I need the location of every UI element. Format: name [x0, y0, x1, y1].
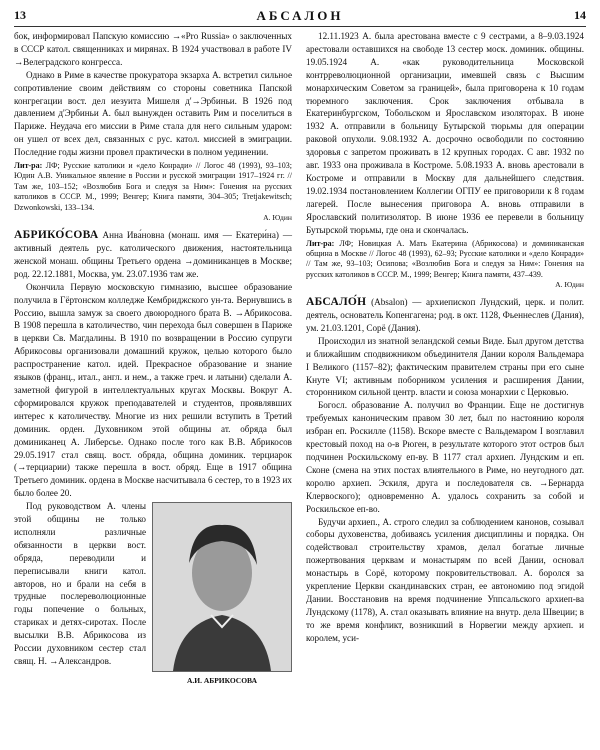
running-head: АБСАЛОН	[256, 8, 344, 23]
article-author: А. Юдин	[555, 280, 584, 290]
portrait-caption: А.И. АБРИКОСОВА	[186, 676, 258, 686]
paragraph: Однако в Риме в качестве прокуратора экзарха А. встретил сильное сопротивление своим действиям со стороны советника Папской конгрегации вост. дел иезуита Мишеля д'→Эрбиньи. В 1926 под давлением д'Эрбиньи А. был вынужден оставить Рим и поселиться в Париже. Неудача его миссии в Риме стала для него сильным ударом: он ушел от всех дел, связанных с рус. катол. миссией в эмиграции. Последние годы жизни провел практически в полном уединении.	[14, 69, 292, 158]
portrait-image	[153, 503, 291, 671]
entry-intro: Анна Ива́новна (монаш. имя — Екатери́на) — активный деятель рус. католического движения, настоятельница женской монаш. общины Третьего ордена →доминиканцев в Москве; род. 22.12.1881, Москва, ум. 23.07.1936 там же.	[14, 230, 292, 279]
page-header	[0, 0, 600, 34]
literature-text: ЛФ; Новицкая А. Мать Екатерина (Абрикосова) и доминиканская община в Москве // Логос 48 (1993), 62–93; Русские католики и «дело Конради» // Там же, 93–103; Осипова; «Возлюбив Бога и следуя за Ним»: Гонения на русских католиков в СССР. М., 1999; Венгер; Книга памяти, 437–439.	[306, 238, 584, 279]
literature-label: Лит-ра:	[14, 161, 43, 171]
page-number-right: 14	[574, 8, 586, 22]
portrait-figure	[152, 502, 292, 688]
paragraph: Окончила Первую московскую гимназию, высшее образование получила в Гёртонском колледже Кембриджского ун-та. Вернувшись в Россию, вышла замуж за своего двоюродного брата В. →Абрикосова. В 1908 перешла в католичество, чин перехода был совершен в Париже в церкви Св. Магдалины. В 1910 по возвращении в Россию супруги Абрикосовы организовали домашний кружок, целью которого было распространение катол. идей. Прекрасное образование и знание языков (франц., итал., англ. и нем., а также греч. и латыни) сделали А. заметной фигурой в интеллектуальных кругах Москвы. Вокруг А. сформировался кружок преподавателей и студентов, проявлявших интерес к католичеству. Многие из них решили вступить в Третий доминик. орден. Духовником этой общины ат. обряда был доминиканец А. Либерсье. Однако после того как В.В. Абрикосов 29.05.1917 стал свящ. вост. обряда, община доминик. терциарок (→терциарии) также перешла в вост. обряд. Еще в 1917 община Третьего доминик. ордена в Москве насчитывала 6 сестер, то в 1923 их было более 20.	[14, 281, 292, 499]
entry-headword: АБРИКО́СОВА	[14, 229, 99, 242]
paragraph: 12.11.1923 А. была арестована вместе с 9 сестрами, а 8–9.03.1924 арестовали оставшихся на свободе 13 сестер моск. доминик. общины. 19.05.1924 А. «как руководительница Московской контрреволюционной организации, имевшей связь с Высшим монархическим Советом за границей», была приговорена к 10 годам тюремного заключения. Срок заключения отбывала в Екатеринбургском, Тобольском и Ярославском изоляторах. В июне 1932 А. отправили в больницу Бутырской тюрьмы для операции раковой опухоли. 9.08.1932 А. досрочно освободили по состоянию здоровья с запретом проживать в 12 крупных городах. С авг. 1932 по авг. 1933 она проживала в Костроме. 5.08.1933 А. вновь арестовали в Костроме и отправили в Москву для дальнейшего следствия. 19.02.1934 постановлением Коллегии ОГПУ ее приговорили к 8 годам лагерей. После вынесения приговора А. вновь отправили в Ярославский политизолятор. В июне 1936 ее перевели в больницу Бутырской тюрьмы, где она и скончалась.	[306, 31, 584, 235]
paragraph: Под руководством А. члены этой общины не только исполняли различные обязанности в церкви вост. обряда, переводили и переписывали книги катол. авторов, но и брали на себя в трудные послереволюционные годы попечение о больных, стариках и детях-сиротах. После высылки В.В. Абрикосова из России духовником сестер стал свящ. Н. →Александров.	[14, 501, 146, 666]
entry-absalon	[306, 296, 584, 335]
portrait-photo	[152, 502, 292, 672]
literature-text: ЛФ; Русские католики и «дело Конради» // Логос 48 (1993), 93–103; Юдин А.В. Уникальное явление в России и русской эмиграции 1917–1924 гг. // Там же, 103–152; «Возлюбив Бога и следуя за Ним»: Гонения на русских католиков в СССР. М., 1999; Венгер; Книга памяти, 304–305; Tretjakewitsch; Dzwonkowski, 133–134.	[14, 161, 292, 212]
literature-note	[306, 239, 584, 281]
header-rule	[14, 26, 586, 27]
page-number-left: 13	[14, 8, 26, 22]
literature-note	[14, 161, 292, 213]
entry-abrikosova	[14, 229, 292, 281]
right-column	[306, 30, 584, 645]
left-column	[14, 30, 292, 690]
entry-headword: АБСАЛО́Н	[306, 296, 367, 309]
paragraph: Богосл. образование А. получил во Франции. Еще не достигнув требуемых каноническим правом 30 лет, был по настоянию короля избран еп. Роскилле (1158). Вскоре вместе с Вальдемаром I возглавил крестовый поход на о-в Рюген, в результате которого этот остров был подчинен Роскильскому еп-ву. В 1177 стал архиеп. Лундским и еп. Сконе (смена на этих постах влиятельного в Риме, но неугодного дат. королю архиеп. Эскиля, друга и последователя св. →Бернарда Клервоского); одновременно А. удалось сохранить за собой и Роскильское еп-во.	[306, 400, 584, 514]
paragraph: Будучи архиеп., А. строго следил за соблюдением канонов, созывал соборы духовенства, добиваясь усиления дисциплины и порядка. Он содействовал строительству храмов, делал богатые личные пожертвования церквам и монастырям по всей Дании, основал монастырь в Сорё, которому покровительствовал. А. боролся за укрепление Церкви скандинавских стран, ее автономию под эгидой Дании. Восстановив на время подчинение Уппсальского архиеп-ва Лундскому (1178), А. стал оказывать влияние на внутр. дела Швеции; в то же время конфликт, возникший в Норвегии между архиеп. и королем, уси-	[306, 516, 584, 643]
literature-label: Лит-ра:	[306, 238, 335, 248]
article-author: А. Юдин	[263, 213, 292, 223]
paragraph: Происходил из знатной зеландской семьи Виде. Был другом детства и ближайшим сподвижником объединителя Дании короля Вальдемара I Великого (1157–82); фактическим правителем страны при его сыне Кнуте VI; активным поборником усиления и расширения Дании, сторонником сильной центр. власти и союза монархии с Церковью.	[306, 335, 584, 398]
paragraph: бок, информировал Папскую комиссию →«Pro Russia» о заключенных в СССР катол. священниках и мирянах. В 1924 участвовал в работе IV →Велеградского конгресса.	[14, 31, 292, 67]
entry-intro: (Absalon) — архиепископ Лундский, церк. и полит. деятель, основатель Копенгагена; род. в окт. 1128, Фьеннеслев (Дания), ум. 21.03.1201, Сорё (Дания).	[306, 297, 584, 333]
